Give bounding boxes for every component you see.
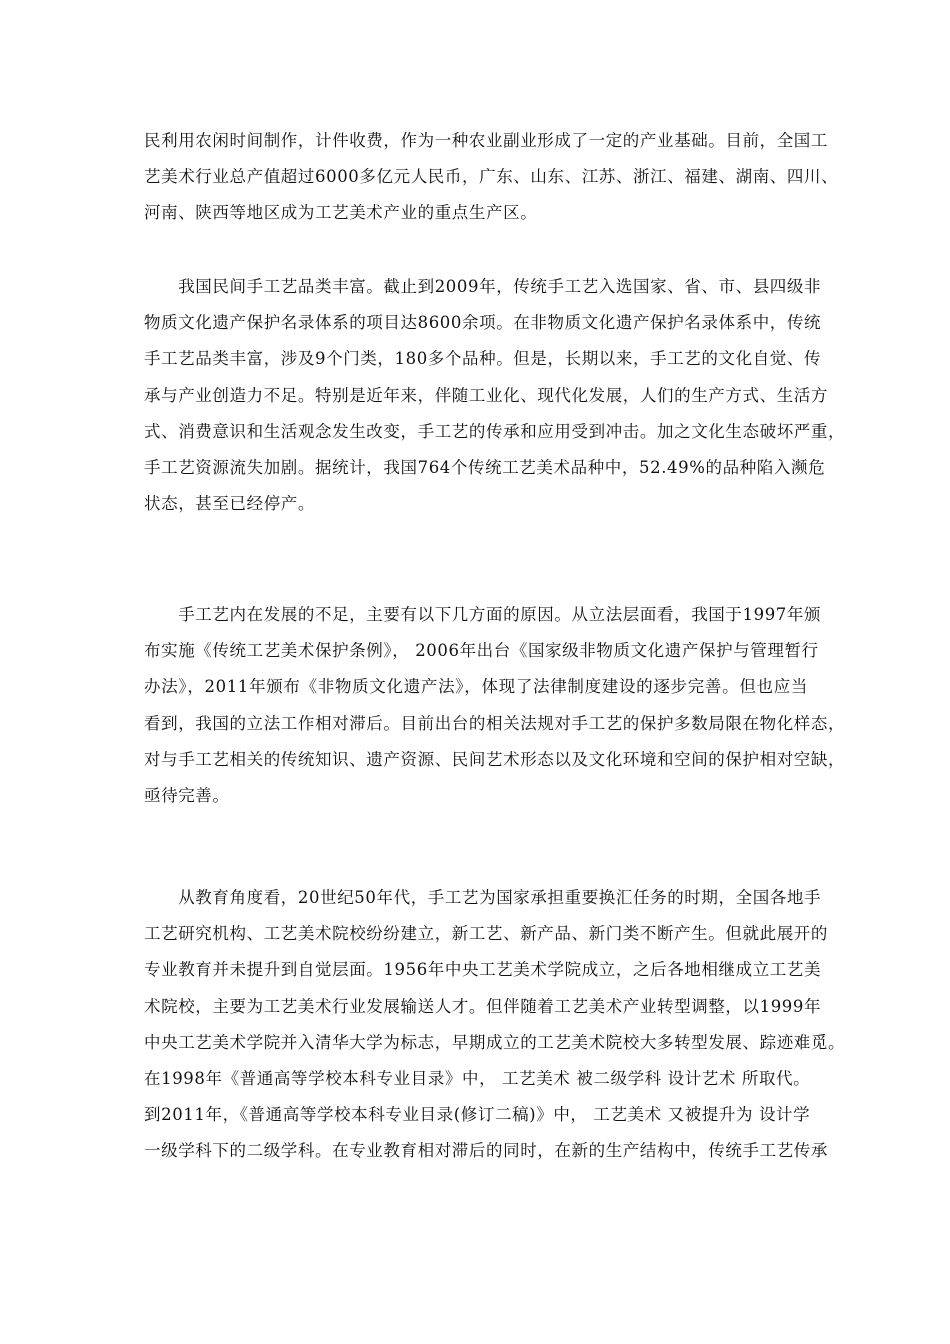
text-line: 手工艺资源流失加剧。据统计，我国764个传统工艺美术品种中，52.49%的品种陷入濒危: [144, 457, 826, 477]
text-line: 手工艺内在发展的不足，主要有以下几方面的原因。从立法层面看，我国于1997年颁: [144, 605, 822, 624]
text-line: 在1998年《普通高等学校本科专业目录》中， 工艺美术 被二级学科 设计艺术 所取代。: [144, 1068, 811, 1088]
text-line: 专业教育并未提升到自觉层面。1956年中央工艺美术学院成立，之后各地相继成立工艺美: [144, 960, 822, 980]
text-line: 亟待完善。: [144, 785, 230, 805]
text-line: 物质文化遗产保护名录体系的项目达8600余项。在非物质文化遗产保护名录体系中，传统: [144, 313, 822, 333]
text-line: 承与产业创造力不足。特别是近年来，伴随工业化、现代化发展，人们的生产方式、生活方: [144, 385, 828, 405]
text-line: 一级学科下的二级学科。在专业教育相对滞后的同时，在新的生产结构中，传统手工艺传承: [144, 1141, 828, 1161]
text-line: 对与手工艺相关的传统知识、遗产资源、民间艺术形态以及文化环境和空间的保护相对空缺，: [144, 749, 846, 769]
paragraph-industry-output: [144, 123, 839, 232]
text-line: 布实施《传统工艺美术保护条例》， 2006年出台《国家级非物质文化遗产保护与管理暂行: [144, 641, 819, 661]
text-line: 看到，我国的立法工作相对滞后。目前出台的相关法规对手工艺的保护多数局限在物化样态，: [144, 713, 846, 733]
text-line: 民利用农闲时间制作，计件收费，作为一种农业副业形成了一定的产业基础。目前，全国工: [144, 131, 828, 150]
paragraph-education: [144, 880, 846, 1170]
text-line: 我国民间手工艺品类丰富。截止到2009年，传统手工艺入选国家、省、市、县四级非: [144, 277, 822, 296]
paragraph-legislation: [144, 597, 846, 814]
text-line: 中央工艺美术学院并入清华大学为标志，早期成立的工艺美术院校大多转型发展、踪迹难觅。: [144, 1032, 846, 1052]
text-line: 到2011年，《普通高等学校本科专业目录(修订二稿)》中， 工艺美术 又被提升为 设计学: [144, 1105, 811, 1125]
text-line: 河南、陕西等地区成为工艺美术产业的重点生产区。: [144, 203, 538, 223]
text-line: 艺美术行业总产值超过6000多亿元人民币，广东、山东、江苏、浙江、福建、湖南、四川、: [144, 167, 839, 187]
text-line: 办法》，2011年颁布《非物质文化遗产法》，体现了法律制度建设的逐步完善。但也应当: [144, 677, 808, 697]
text-line: 术院校，主要为工艺美术行业发展输送人才。但伴随着工艺美术产业转型调整，以1999年: [144, 996, 822, 1016]
text-line: 状态，甚至已经停产。: [144, 494, 315, 514]
text-line: 式、消费意识和生活观念发生改变，手工艺的传承和应用受到冲击。加之文化生态破坏严重，: [144, 421, 846, 441]
text-line: 从教育角度看，20世纪50年代，手工艺为国家承担重要换汇任务的时期，全国各地手: [144, 888, 822, 907]
text-line: 手工艺品类丰富，涉及9个门类，180多个品种。但是，长期以来，手工艺的文化自觉、传: [144, 349, 822, 369]
text-line: 工艺研究机构、工艺美术院校纷纷建立，新工艺、新产品、新门类不断产生。但就此展开的: [144, 924, 828, 944]
paragraph-handicraft-categories: [144, 269, 846, 522]
